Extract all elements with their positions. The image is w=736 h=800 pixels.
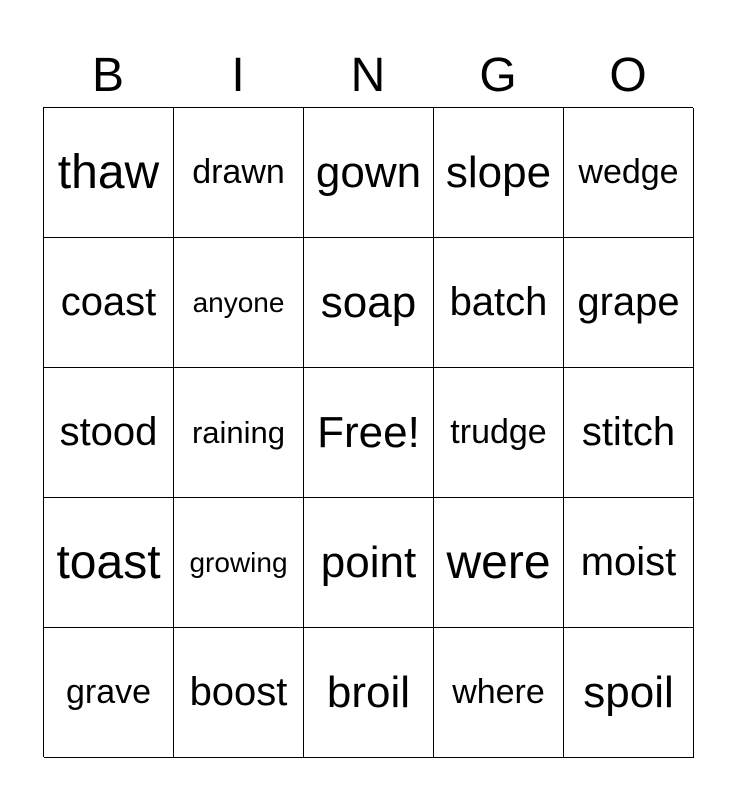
- bingo-cell: wedge: [564, 108, 694, 238]
- bingo-cell: batch: [434, 238, 564, 368]
- bingo-header: [43, 44, 693, 108]
- bingo-cell: anyone: [174, 238, 304, 368]
- bingo-cell: broil: [304, 628, 434, 758]
- bingo-cell: boost: [174, 628, 304, 758]
- header-letter-g: G: [479, 49, 517, 102]
- bingo-cell: slope: [434, 108, 564, 238]
- bingo-cell: where: [434, 628, 564, 758]
- bingo-cell: moist: [564, 498, 694, 628]
- free-space-cell: Free!: [304, 368, 434, 498]
- bingo-cell: stood: [44, 368, 174, 498]
- header-letter-b: B: [91, 49, 124, 102]
- bingo-cell: stitch: [564, 368, 694, 498]
- bingo-cell: soap: [304, 238, 434, 368]
- bingo-cell: spoil: [564, 628, 694, 758]
- bingo-cell: point: [304, 498, 434, 628]
- bingo-cell: were: [434, 498, 564, 628]
- header-letter-i: I: [231, 49, 245, 102]
- bingo-cell: toast: [44, 498, 174, 628]
- header-letter-n: N: [350, 49, 386, 102]
- bingo-cell: coast: [44, 238, 174, 368]
- bingo-cell: gown: [304, 108, 434, 238]
- bingo-cell: trudge: [434, 368, 564, 498]
- bingo-cell: drawn: [174, 108, 304, 238]
- bingo-cell: raining: [174, 368, 304, 498]
- bingo-cell: grave: [44, 628, 174, 758]
- bingo-cell: grape: [564, 238, 694, 368]
- bingo-cell: growing: [174, 498, 304, 628]
- bingo-cell: thaw: [44, 108, 174, 238]
- bingo-grid: [43, 107, 693, 757]
- header-letter-o: O: [609, 49, 647, 102]
